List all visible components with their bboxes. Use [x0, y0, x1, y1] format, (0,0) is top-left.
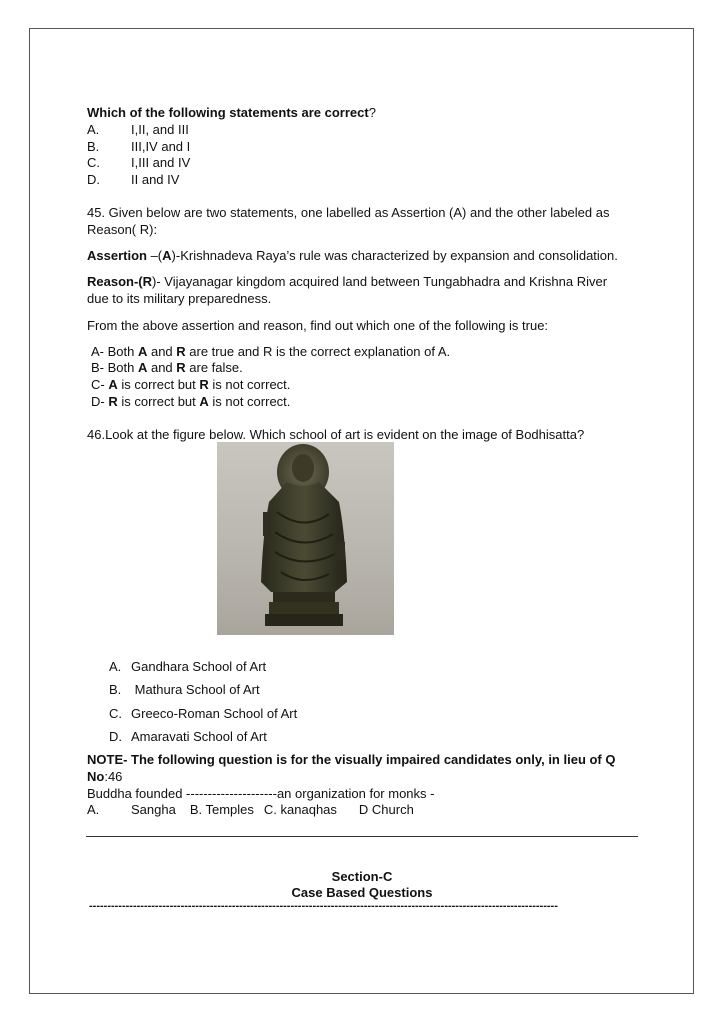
q44-prompt-tail: ?: [368, 105, 376, 120]
assertion-label: Assertion: [87, 248, 147, 263]
note-option-b: B. Temples: [189, 802, 254, 817]
bodhisattva-image: [217, 442, 394, 635]
option-bold-2: R: [176, 344, 186, 359]
q45-option-c: [91, 377, 290, 392]
assertion-dash: –(: [146, 248, 163, 263]
option-prefix: D-: [91, 394, 109, 409]
reason-text: )- Vijayanagar kingdom acquired land between Tungabhadra and Krishna River: [152, 274, 608, 289]
q46-option-text: Greeco-Roman School of Art: [131, 706, 298, 721]
q46-option-a: [109, 659, 266, 674]
note-qno: :46: [104, 769, 123, 784]
assertion-a: A: [162, 248, 172, 263]
q46-option-letter: C.: [109, 706, 122, 721]
q46-option-text: Amaravati School of Art: [131, 729, 267, 744]
option-bold-2: R: [176, 360, 186, 375]
q44-option-letter: A.: [87, 122, 100, 137]
q46-option-text: Gandhara School of Art: [131, 659, 267, 674]
q45-option-a: [91, 344, 450, 359]
option-bold-1: R: [108, 394, 118, 409]
option-bold-1: A: [137, 344, 148, 359]
option-mid: and: [147, 344, 177, 359]
option-bold-2: R: [199, 377, 209, 392]
note-option-c: C. kanaqhas: [263, 802, 337, 817]
option-mid: and: [147, 360, 177, 375]
q44-option-b: [87, 139, 190, 154]
q46-option-text: Mathura School of Art: [131, 682, 260, 697]
section-subtitle: Case Based Questions: [291, 885, 433, 900]
q46-option-b: [109, 682, 260, 697]
reason-r: R: [142, 274, 153, 289]
q44-option-text: I,III and IV: [131, 155, 191, 170]
q45-instruction: From the above assertion and reason, find out which one of the following is true:: [87, 318, 549, 333]
option-suffix: is not correct.: [208, 377, 291, 392]
q44-option-letter: C.: [87, 155, 100, 170]
q45-line1: 45. Given below are two statements, one labelled as Assertion (A) and the other labeled as: [87, 205, 610, 220]
q45-option-b: [91, 360, 243, 375]
option-bold-2: A: [199, 394, 209, 409]
option-prefix: C-: [91, 377, 109, 392]
q45-assertion: [87, 248, 618, 263]
q45-line2: Reason( R):: [87, 222, 158, 237]
q44-option-letter: D.: [87, 172, 100, 187]
option-suffix: are false.: [185, 360, 243, 375]
q45-reason-line2: due to its military preparedness.: [87, 291, 272, 306]
q46-option-letter: A.: [109, 659, 122, 674]
q46-option-d: [109, 729, 267, 744]
q45-option-d: [91, 394, 290, 409]
q44-option-d: [87, 172, 179, 187]
note-question: Buddha founded ---------------------an organization for monks -: [87, 786, 435, 801]
note-line2: [87, 769, 122, 784]
q44-option-a: [87, 122, 189, 137]
option-prefix: A- Both: [91, 344, 138, 359]
option-mid: is correct but: [117, 394, 200, 409]
q46-option-c: [109, 706, 297, 721]
option-prefix: B- Both: [91, 360, 138, 375]
note-option-a-letter: A.: [87, 802, 100, 817]
option-bold-1: A: [108, 377, 118, 392]
q46-prompt: 46.Look at the figure below. Which school of art is evident on the image of Bodhisatta?: [87, 427, 585, 442]
option-suffix: are true and R is the correct explanation of A.: [185, 344, 451, 359]
option-bold-1: A: [137, 360, 148, 375]
q46-option-letter: B.: [109, 682, 122, 697]
section-dash-line: --------------------------------------------------------------------------------------------------------------------------------: [89, 900, 558, 912]
note-line1: NOTE- The following question is for the visually impaired candidates only, in lieu of Q: [87, 752, 616, 767]
q44-option-text: II and IV: [131, 172, 180, 187]
q45-reason-line1: [87, 274, 607, 289]
option-mid: is correct but: [117, 377, 200, 392]
note-option-d: D Church: [358, 802, 414, 817]
q44-prompt-bold: Which of the following statements are correct: [87, 105, 369, 120]
q46-option-letter: D.: [109, 729, 122, 744]
option-suffix: is not correct.: [208, 394, 291, 409]
q44-option-c: [87, 155, 190, 170]
reason-label: Reason-(: [87, 274, 143, 289]
q44-option-letter: B.: [87, 139, 100, 154]
q44-prompt: [87, 105, 376, 120]
q44-option-text: III,IV and I: [131, 139, 191, 154]
q44-option-text: I,II, and III: [131, 122, 189, 137]
assertion-text: )-Krishnadeva Raya’s rule was characterized by expansion and consolidation.: [171, 248, 618, 263]
note-option-a: Sangha: [131, 802, 176, 817]
note-options: [87, 802, 414, 817]
section-divider: [86, 836, 638, 837]
note-no: No: [87, 769, 105, 784]
section-title: Section-C: [331, 869, 393, 884]
